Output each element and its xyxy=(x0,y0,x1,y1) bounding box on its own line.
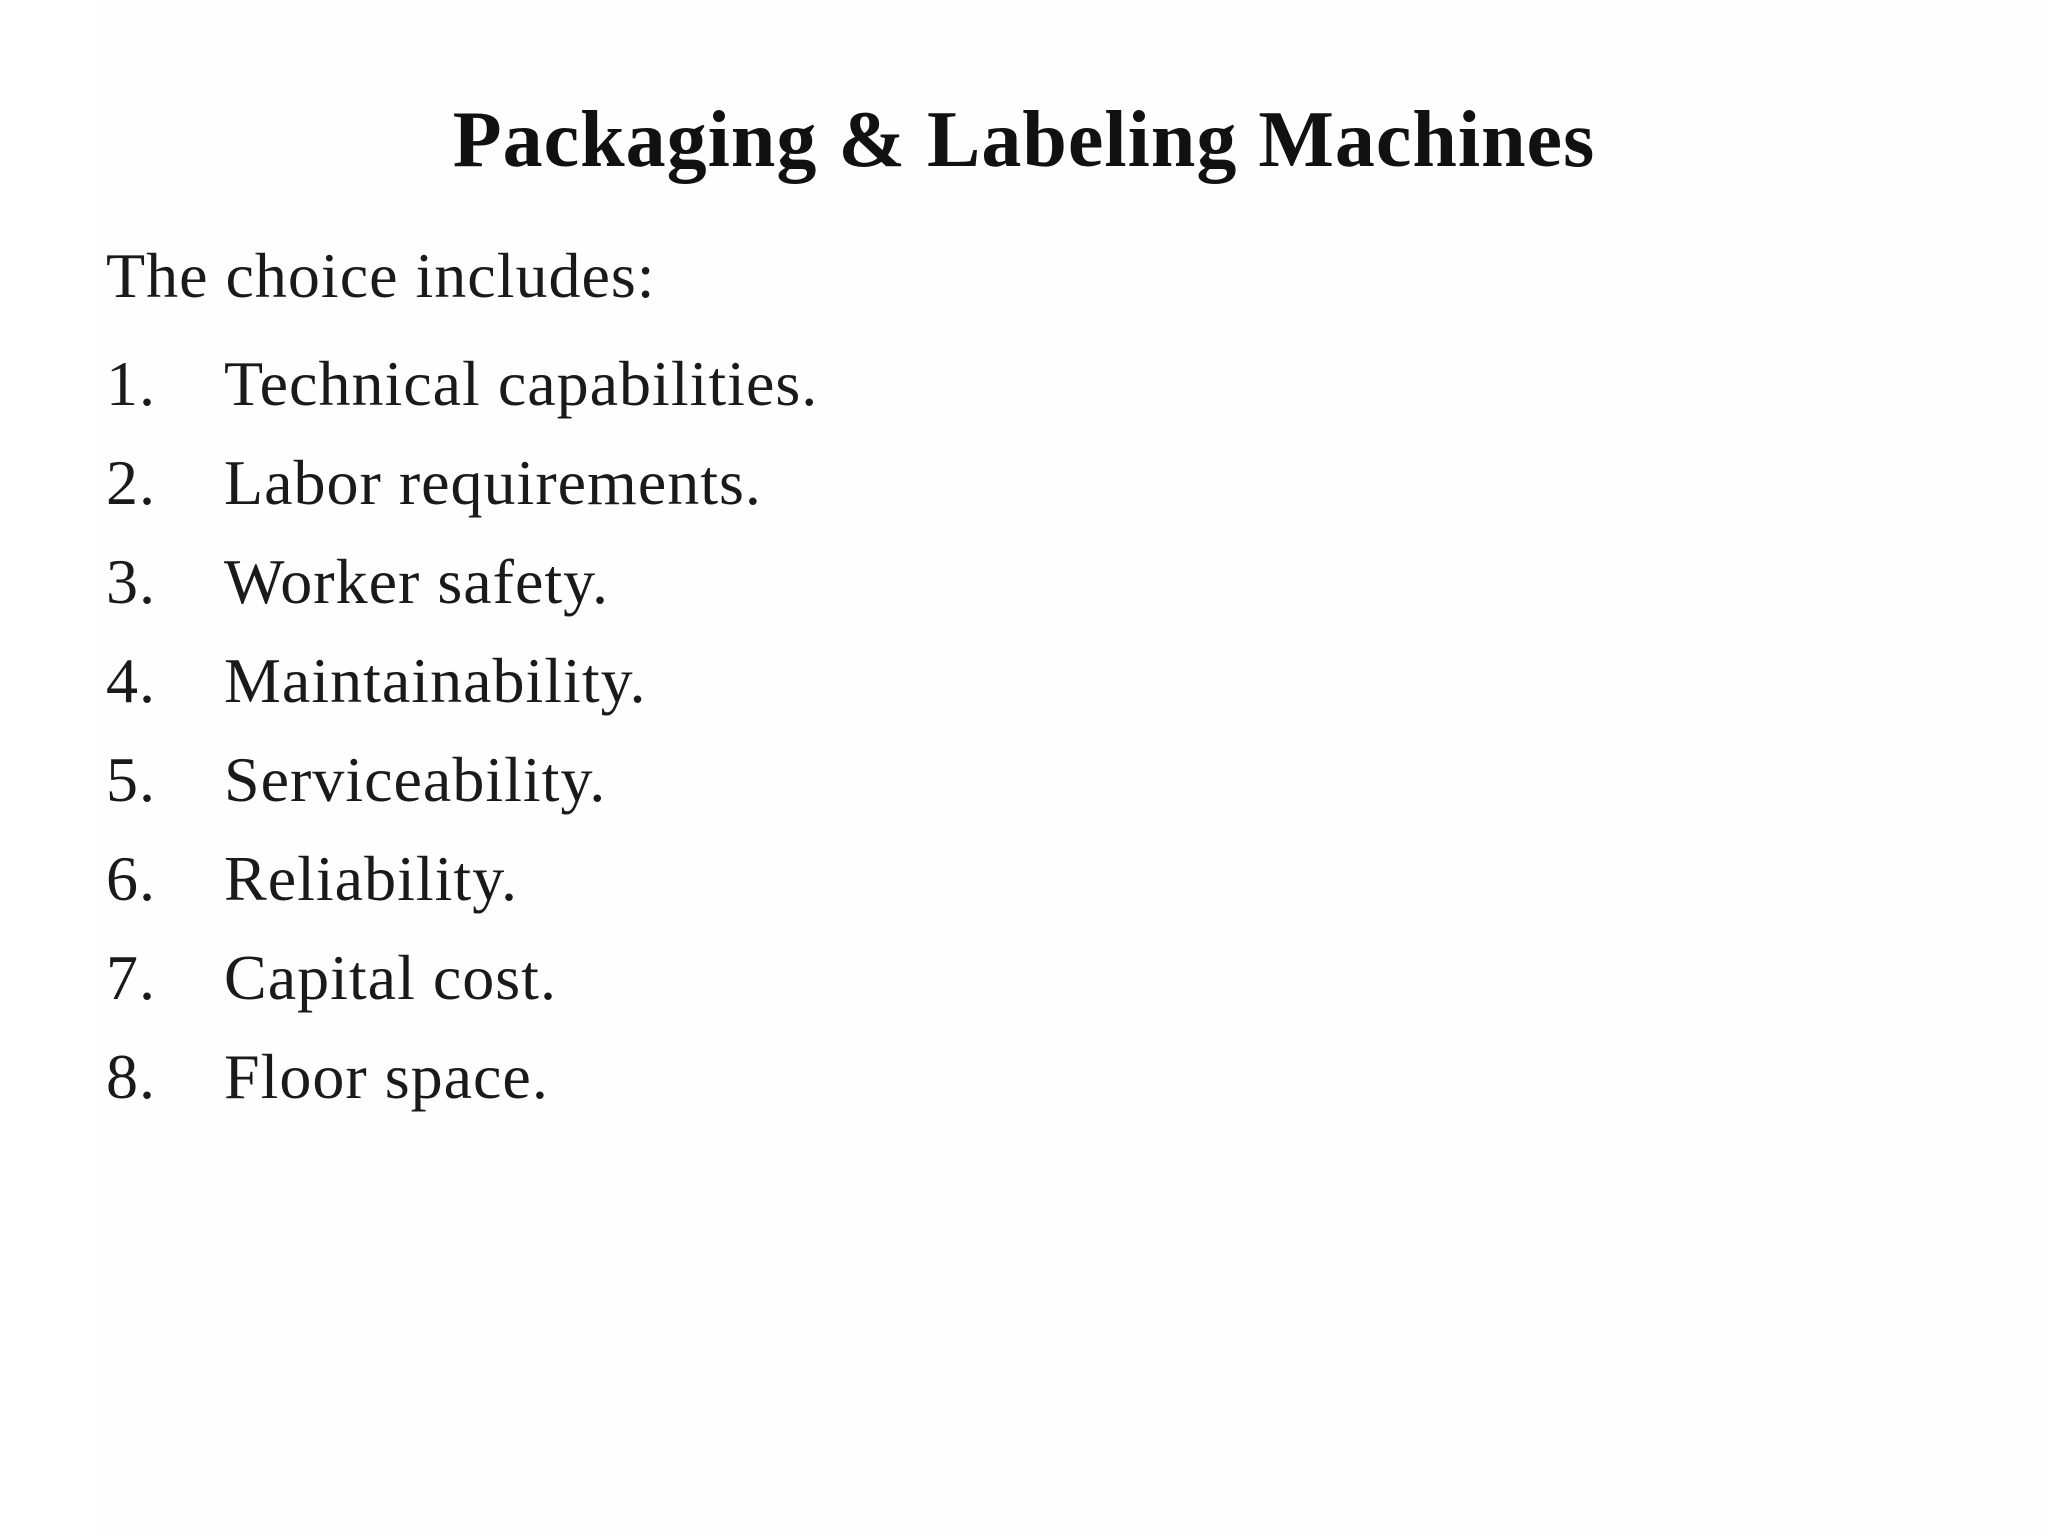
list-item xyxy=(106,1027,818,1126)
list-item-text: Capital cost. xyxy=(224,941,557,1013)
list-item-text: Technical capabilities. xyxy=(224,347,819,419)
list-item xyxy=(106,334,818,433)
list-item xyxy=(106,829,818,928)
list-item-number: 2. xyxy=(106,446,156,518)
intro-text: The choice includes: xyxy=(106,240,656,311)
list-item-number: 3. xyxy=(106,545,156,617)
list-item-text: Worker safety. xyxy=(224,545,609,617)
slide-title: Packaging & Labeling Machines xyxy=(452,96,1596,184)
list-item xyxy=(106,631,818,730)
list-item xyxy=(106,730,818,829)
list-item-text: Floor space. xyxy=(224,1040,549,1112)
list-item-number: 8. xyxy=(106,1040,156,1112)
list-item-number: 6. xyxy=(106,842,156,914)
list-item xyxy=(106,928,818,1027)
numbered-list xyxy=(106,334,818,1126)
list-item-number: 4. xyxy=(106,644,156,716)
list-item xyxy=(106,532,818,631)
list-item-text: Labor requirements. xyxy=(224,446,762,518)
list-item-number: 7. xyxy=(106,941,156,1013)
list-item-number: 5. xyxy=(106,743,156,815)
list-item xyxy=(106,433,818,532)
list-item-number: 1. xyxy=(106,347,156,419)
list-item-text: Serviceability. xyxy=(224,743,607,815)
list-item-text: Maintainability. xyxy=(224,644,647,716)
list-item-text: Reliability. xyxy=(224,842,519,914)
